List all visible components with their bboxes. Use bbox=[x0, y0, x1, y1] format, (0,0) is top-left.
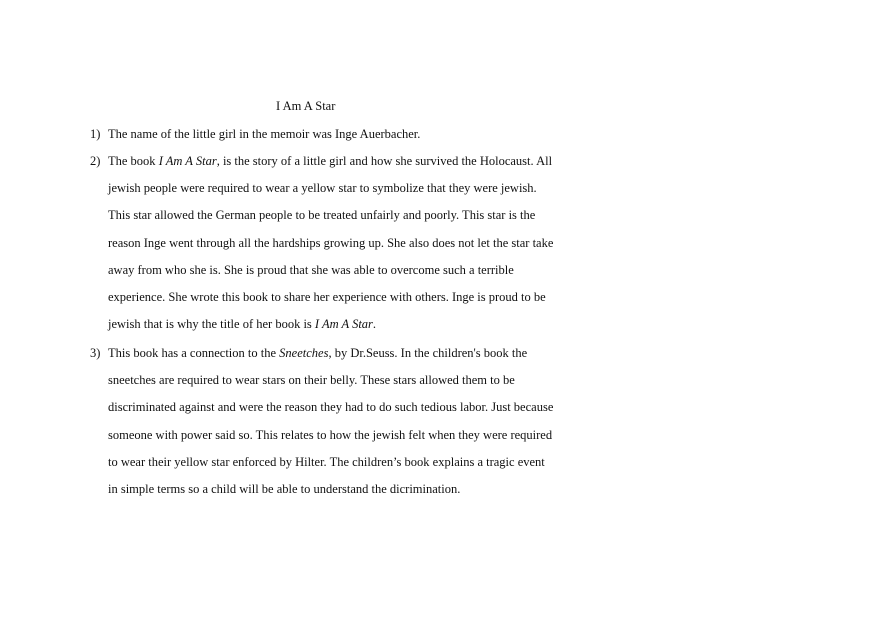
text-line bbox=[108, 230, 554, 257]
text-run: jewish that is why the title of her book is bbox=[108, 317, 315, 332]
italic-title-text: I Am A Star bbox=[158, 154, 217, 168]
list-item-number: 1) bbox=[90, 127, 101, 141]
list-item-2 bbox=[90, 148, 554, 338]
document-title: I Am A Star bbox=[276, 99, 336, 113]
text-line bbox=[108, 257, 550, 284]
list-item-1 bbox=[90, 121, 550, 148]
text-line bbox=[108, 121, 550, 148]
text-line bbox=[108, 449, 550, 476]
list-item-body bbox=[108, 340, 554, 503]
text-run: , is the story of a little girl and how she survived the Holocaust. All bbox=[216, 154, 553, 168]
text-line bbox=[108, 367, 550, 394]
text-run: reason Inge went through all the hardships growing up. She also does not let the star take bbox=[108, 235, 554, 250]
text-run: discriminated against and were the reason they had to do such tedious labor. Just because bbox=[108, 400, 554, 415]
text-run: sneetches are required to wear stars on their belly. These stars allowed them to be bbox=[108, 373, 515, 388]
text-run: The book bbox=[108, 154, 159, 168]
text-run: This star allowed the German people to be treated unfairly and poorly. This star is the bbox=[108, 208, 536, 223]
text-run: someone with power said so. This relates to how the jewish felt when they were required bbox=[108, 427, 553, 442]
text-line bbox=[108, 148, 553, 175]
text-run: , by Dr.Seuss. In the children's book the bbox=[328, 346, 528, 360]
text-run: experience. She wrote this book to share her experience with others. Inge is proud to be bbox=[108, 290, 546, 305]
text-run: . bbox=[372, 317, 377, 332]
list-item-body bbox=[108, 148, 554, 338]
text-line bbox=[108, 394, 554, 421]
text-run: away from who she is. She is proud that she was able to overcome such a terrible bbox=[108, 262, 514, 277]
text-run: The name of the little girl in the memoir was Inge Auerbacher. bbox=[108, 127, 421, 141]
text-line bbox=[108, 284, 550, 311]
text-line bbox=[108, 340, 550, 367]
text-line bbox=[108, 422, 553, 449]
text-run: in simple terms so a child will be able to understand the dicrimination. bbox=[108, 482, 461, 497]
list-item-3 bbox=[90, 340, 554, 503]
text-run: to wear their yellow star enforced by Hilter. The children’s book explains a tragic event bbox=[108, 454, 545, 469]
text-line bbox=[108, 202, 550, 229]
text-line bbox=[108, 476, 550, 503]
text-line bbox=[108, 311, 550, 338]
text-run: jewish people were required to wear a yellow star to symbolize that they were jewish. bbox=[108, 181, 537, 196]
list-item-number: 2) bbox=[90, 154, 101, 168]
list-item-body bbox=[108, 121, 550, 148]
italic-title-text: I Am A Star bbox=[314, 317, 373, 332]
italic-title-text: Sneetches bbox=[279, 346, 329, 360]
text-run: This book has a connection to the bbox=[108, 346, 280, 360]
text-line bbox=[108, 175, 550, 202]
list-item-number: 3) bbox=[90, 346, 101, 360]
